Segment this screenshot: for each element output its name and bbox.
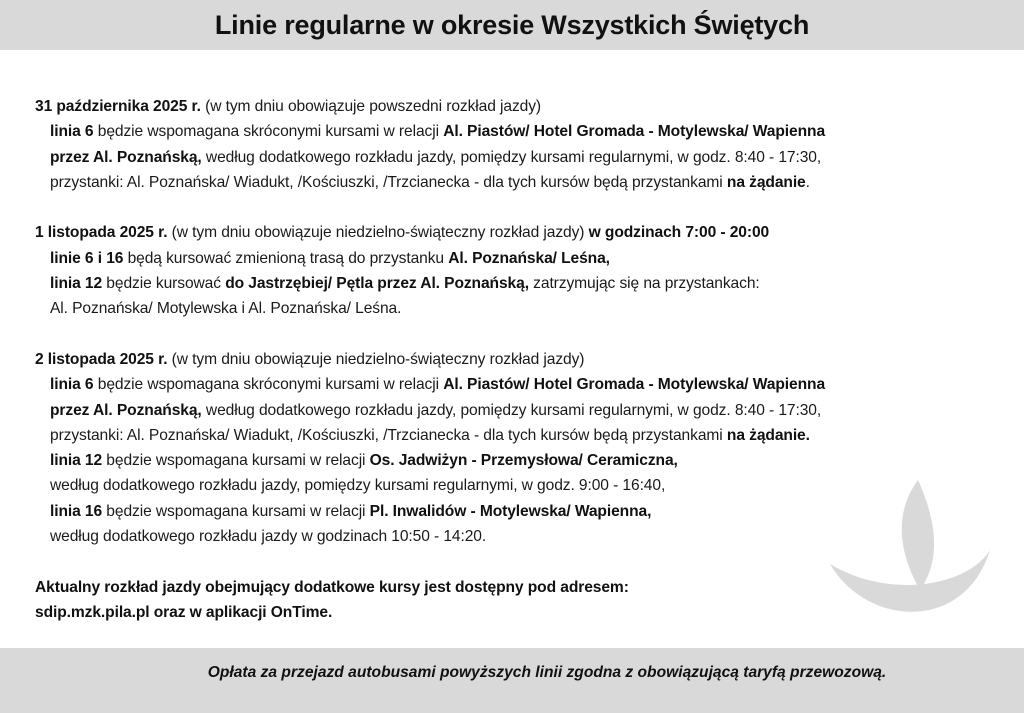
section-1-line-3: przystanki: Al. Poznańska/ Wiadukt, /Kościuszki, /Trzcianecka - dla tych kursów będą przystankami na żądanie. xyxy=(50,173,810,191)
section-1-line-2: przez Al. Poznańską, według dodatkowego rozkładu jazdy, pomiędzy kursami regularnymi, w godz. 8:40 - 17:30, xyxy=(50,148,822,166)
section-3-line-1: linia 6 będzie wspomagana skróconymi kursami w relacji Al. Piastów/ Hotel Gromada - Motylewska/ Wapienna xyxy=(50,376,826,394)
section-3-line-2: przez Al. Poznańską, według dodatkowego rozkładu jazdy, pomiędzy kursami regularnymi, w godz. 8:40 - 17:30, xyxy=(50,401,822,419)
header-bar xyxy=(0,0,1024,50)
section-3-line-6: linia 16 będzie wspomagana kursami w relacji Pl. Inwalidów - Motylewska/ Wapienna, xyxy=(50,502,652,520)
info-line-1: Aktualny rozkład jazdy obejmujący dodatkowe kursy jest dostępny pod adresem: xyxy=(35,578,629,596)
section-1-heading: 31 października 2025 r. (w tym dniu obowiązuje powszedni rozkład jazdy) xyxy=(35,98,542,115)
section-2-heading: 1 listopada 2025 r. (w tym dniu obowiązuje niedzielno-świąteczny rozkład jazdy) w godzinach 7:00 - 20:00 xyxy=(35,224,770,242)
footer-note: Opłata za przejazd autobusami powyższych linii zgodna z obowiązującą taryfą przewozową. xyxy=(207,664,887,681)
section-3-line-4: linia 12 będzie wspomagana kursami w relacji Os. Jadwiżyn - Przemysłowa/ Ceramiczna, xyxy=(50,452,678,470)
footer-bar xyxy=(0,648,1024,713)
section-1-line-1: linia 6 będzie wspomagana skróconymi kursami w relacji Al. Piastów/ Hotel Gromada - Motylewska/ Wapienna xyxy=(50,123,826,141)
page-title: Linie regularne w okresie Wszystkich Świętych xyxy=(214,10,810,40)
info-line-2: sdip.mzk.pila.pl oraz w aplikacji OnTime. xyxy=(35,603,333,621)
spacer xyxy=(35,322,1010,347)
section-3-line-3: przystanki: Al. Poznańska/ Wiadukt, /Kościuszki, /Trzcianecka - dla tych kursów będą przystankami na żądanie. xyxy=(50,426,810,444)
section-2-line-2: linia 12 będzie kursować do Jastrzębiej/ Pętla przez Al. Poznańską, zatrzymując się na przystankach: xyxy=(50,275,760,293)
section-3-line-7: według dodatkowego rozkładu jazdy w godzinach 10:50 - 14:20. xyxy=(50,528,487,546)
section-3-line-5: według dodatkowego rozkładu jazdy, pomiędzy kursami regularnymi, w godz. 9:00 - 16:40, xyxy=(50,477,666,495)
spacer xyxy=(35,195,1010,220)
candle-flame-icon xyxy=(828,478,994,628)
section-2-line-1: linie 6 i 16 będą kursować zmienioną trasą do przystanku Al. Poznańska/ Leśna, xyxy=(50,249,610,267)
section-3-heading: 2 listopada 2025 r. (w tym dniu obowiązuje niedzielno-świąteczny rozkład jazdy) xyxy=(35,350,585,368)
flame-shape xyxy=(902,480,934,590)
section-2-line-3: Al. Poznańska/ Motylewska i Al. Poznańska/ Leśna. xyxy=(50,300,402,318)
